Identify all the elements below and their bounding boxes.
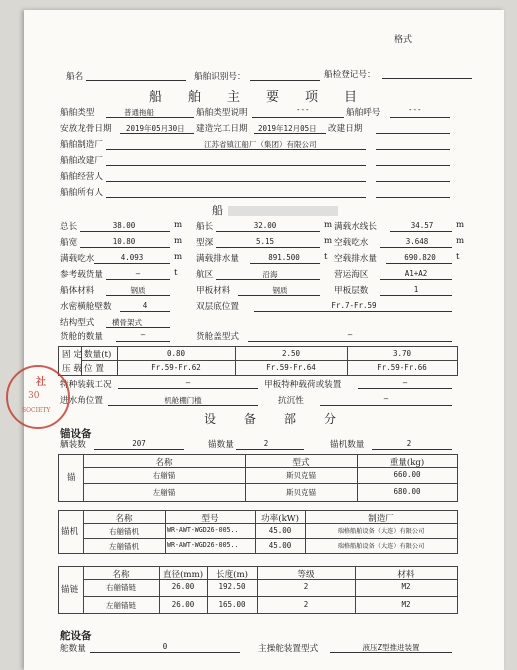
- reg-no-label: 船检登记号：: [324, 70, 376, 80]
- ref-cargo-line: [106, 279, 170, 280]
- lpp-label: 船长: [196, 222, 214, 232]
- outfit-line: [94, 449, 184, 450]
- stamp-text-left: 30: [28, 391, 40, 401]
- windlass-table: [58, 510, 458, 554]
- windlass-row2-model: WR-AWT-WGD26-005..: [167, 541, 239, 549]
- ref-cargo-unit: t: [174, 268, 178, 278]
- call-sign-label: 船舶呼号: [346, 108, 381, 118]
- holds-value: —: [140, 330, 146, 339]
- chain-count-line: [372, 449, 452, 450]
- full-draft-value: 4.093: [120, 253, 144, 262]
- deck-layers-label: 甲板层数: [334, 286, 369, 296]
- ballast-pos-1: Fr.59-Fr.62: [151, 363, 201, 372]
- rudder-count-line: [90, 652, 240, 653]
- ship-id-label: 船舶识别号：: [194, 72, 246, 82]
- chain-count-value: 2: [406, 439, 412, 448]
- ballast-pos-label: 位 置: [84, 364, 104, 374]
- rudder-count-label: 舵数量: [60, 644, 86, 654]
- anchor-row2-type: 斯贝克锚: [286, 488, 316, 497]
- rebuilder-line: [106, 165, 366, 166]
- keel-line: [120, 133, 194, 134]
- format-label: 格式: [394, 35, 413, 45]
- special-loading-line: [118, 388, 258, 389]
- obscured-area: [228, 206, 338, 216]
- bulkheads-line: [120, 311, 170, 312]
- completion-line: [254, 133, 326, 134]
- ballast-qty-label: 数量(t): [84, 350, 112, 360]
- main-title: 船舶主要项目: [149, 90, 384, 105]
- builder-line-2: [376, 149, 450, 150]
- ship-id-line: [250, 80, 320, 81]
- builder-label: 船舶制造厂: [60, 140, 103, 150]
- full-disp-line: [250, 263, 320, 264]
- windlass-row1-power: 45.00: [268, 526, 292, 535]
- chain-row2-dia: 26.00: [171, 600, 195, 609]
- type-value: 普通拖船: [124, 108, 154, 117]
- ballast-qty-3: 3.70: [392, 349, 412, 358]
- lwl-value: 34.57: [410, 221, 434, 230]
- anchor-header-type: 型式: [292, 458, 310, 468]
- full-disp-label: 满载排水量: [196, 254, 239, 264]
- lwl-unit: m: [456, 220, 465, 230]
- area-label: 航区: [196, 270, 214, 280]
- chain-header-mat: 材料: [397, 570, 415, 580]
- chain-row2-grade: 2: [303, 600, 309, 609]
- structure-value: 横骨架式: [112, 318, 142, 327]
- dims-heading: 船: [212, 204, 223, 217]
- light-draft-label: 空载吃水: [334, 238, 369, 248]
- ice-value: —: [383, 394, 389, 403]
- light-disp-unit: t: [456, 252, 460, 262]
- anchor-table: [58, 454, 458, 502]
- sea-area-label: 营运海区: [334, 270, 369, 280]
- depth-line: [216, 247, 320, 248]
- chain-row1-name: 右艏锚链: [106, 583, 136, 592]
- structure-label: 结构型式: [60, 318, 95, 328]
- chain-row1-grade: 2: [303, 582, 309, 591]
- anchor-header-name: 名称: [155, 458, 173, 468]
- completion-label: 建造完工日期: [196, 124, 248, 134]
- ice-line: [320, 405, 452, 406]
- windlass-header-name: 名称: [115, 514, 133, 524]
- lpp-line: [216, 231, 320, 232]
- chain-row1-dia: 26.00: [171, 582, 195, 591]
- special-loading-value: —: [185, 378, 191, 387]
- deck-mat-line: [238, 295, 320, 296]
- sea-area-value: A1+A2: [404, 269, 428, 278]
- special-loading-label: 特种装载工况: [60, 380, 112, 390]
- chain-row2-name: 左艏锚链: [106, 601, 136, 610]
- windlass-row1-model: WR-AWT-WGD26-005..: [167, 526, 239, 534]
- holds-label: 货舱的数量: [60, 332, 103, 342]
- completion-value: 2019年12月05日: [258, 124, 317, 133]
- anchor-side-label: 锚: [67, 473, 76, 483]
- deck-mat-label: 甲板材料: [196, 286, 231, 296]
- area-line: [216, 279, 320, 280]
- deck-layers-line: [380, 295, 452, 296]
- full-draft-label: 满载吃水: [60, 254, 95, 264]
- holds-line: [116, 341, 170, 342]
- windlass-row2-name: 左艏锚机: [109, 542, 139, 551]
- windlass-row2-power: 45.00: [268, 541, 292, 550]
- ballast-table: [58, 346, 458, 376]
- deck-mat-value: 钢质: [272, 286, 288, 295]
- loa-label: 总长: [60, 222, 78, 232]
- ballast-row1-label: 固 定: [62, 350, 82, 360]
- ballast-row2-label: 压 载: [62, 364, 82, 374]
- ship-name-label: 船名: [66, 72, 84, 82]
- chain-side-label: 锚链: [61, 585, 79, 595]
- ballast-pos-3: Fr.59-Fr.66: [377, 363, 427, 372]
- loa-value: 38.00: [112, 221, 136, 230]
- seal-stamp: [6, 365, 70, 429]
- breadth-unit: m: [174, 236, 183, 246]
- full-draft-unit: m: [174, 252, 183, 262]
- owner-label: 船舶所有人: [60, 188, 103, 198]
- rudder-count-value: 0: [162, 642, 168, 651]
- operator-line: [106, 181, 366, 182]
- anchor-row1-name: 右艏锚: [152, 471, 176, 480]
- chain-row2-mat: M2: [401, 600, 411, 609]
- rebuilder-line-2: [376, 165, 450, 166]
- loa-unit: m: [174, 220, 183, 230]
- light-disp-value: 690.820: [404, 253, 436, 262]
- ice-label: 抗沉性: [278, 396, 304, 406]
- anchor-row1-weight: 660.00: [393, 470, 421, 479]
- breadth-value: 10.80: [112, 237, 136, 246]
- anchor-row2-weight: 680.00: [393, 487, 421, 496]
- keel-label: 安放龙骨日期: [60, 124, 112, 134]
- hatch-value: —: [347, 330, 353, 339]
- full-disp-value: 891.500: [268, 253, 300, 262]
- steering-line: [330, 652, 452, 653]
- outfit-label: 舾装数: [60, 440, 86, 450]
- chain-row1-len: 192.50: [218, 582, 246, 591]
- anchor-count-label: 锚数量: [208, 440, 234, 450]
- depth-label: 型深: [196, 238, 214, 248]
- windlass-header-maker: 制造厂: [368, 514, 394, 524]
- light-draft-unit: m: [456, 236, 465, 246]
- deck-special-line: [358, 388, 452, 389]
- modify-line: [376, 133, 450, 134]
- double-bottom-value: Fr.7-Fr.59: [331, 301, 377, 310]
- rebuilder-label: 船舶改建厂: [60, 156, 103, 166]
- type-label: 船舶类型: [60, 108, 95, 118]
- call-sign-line: [390, 117, 450, 118]
- ref-cargo-value: —: [135, 269, 141, 278]
- flood-angle-line: [108, 405, 258, 406]
- lpp-unit: m: [324, 220, 333, 230]
- lpp-value: 32.00: [253, 221, 277, 230]
- area-value: 沿海: [262, 270, 278, 279]
- type-desc-label: 船舶类型说明: [196, 108, 248, 118]
- depth-unit: m: [324, 236, 333, 246]
- owner-line: [106, 197, 366, 198]
- breadth-line: [80, 247, 170, 248]
- type-desc-line: [252, 117, 344, 118]
- stamp-text-bottom: SOCIETY: [22, 407, 51, 414]
- type-line: [106, 117, 194, 118]
- hull-mat-line: [106, 295, 170, 296]
- certificate-page: [24, 10, 504, 660]
- outfit-value: 207: [132, 439, 146, 448]
- sea-area-line: [380, 279, 452, 280]
- hatch-label: 货舱盖型式: [196, 332, 239, 342]
- reg-no-line: [382, 78, 472, 79]
- breadth-label: 船宽: [60, 238, 78, 248]
- windlass-row1-maker: 瑞格船舶设备（大连）有限公司: [337, 528, 425, 535]
- chain-header-grade: 等级: [297, 570, 315, 580]
- hatch-line: [248, 341, 452, 342]
- bulkheads-value: 4: [142, 301, 148, 310]
- double-bottom-line: [254, 311, 452, 312]
- call-sign-value: ---: [408, 105, 422, 114]
- anchor-heading: 锚设备: [60, 428, 92, 440]
- flood-angle-label: 进水角位置: [60, 396, 103, 406]
- modify-label: 改建日期: [328, 124, 363, 134]
- windlass-header-power: 功率(kW): [261, 514, 299, 524]
- windlass-row2-maker: 瑞格船舶设备（大连）有限公司: [337, 543, 425, 550]
- type-desc-value: ---: [296, 105, 310, 114]
- stamp-text-top: 社: [36, 377, 46, 388]
- depth-value: 5.15: [255, 237, 275, 246]
- keel-value: 2019年05月30日: [126, 124, 185, 133]
- anchor-row1-type: 斯贝克锚: [286, 471, 316, 480]
- deck-special-value: —: [402, 378, 408, 387]
- equip-title: 设备部分: [204, 412, 365, 426]
- chain-row2-len: 165.00: [218, 600, 246, 609]
- full-disp-unit: t: [324, 252, 328, 262]
- deck-layers-value: 1: [413, 285, 419, 294]
- builder-line: [106, 149, 366, 150]
- hull-mat-label: 船体材料: [60, 286, 95, 296]
- chain-row1-mat: M2: [401, 582, 411, 591]
- ballast-qty-2: 2.50: [281, 349, 301, 358]
- lwl-line: [390, 231, 452, 232]
- chain-table: [58, 566, 458, 614]
- lwl-label: 满载水线长: [334, 222, 377, 232]
- bulkheads-label: 水密横舱壁数: [60, 302, 112, 312]
- chain-table-row-rule-2: [83, 596, 457, 597]
- windlass-side-label: 锚机: [61, 527, 79, 537]
- steering-label: 主操舵装置型式: [258, 644, 319, 654]
- chain-count-label: 锚机数量: [330, 440, 365, 450]
- ballast-qty-1: 0.80: [166, 349, 186, 358]
- ballast-pos-2: Fr.59-Fr.64: [266, 363, 316, 372]
- operator-line-2: [376, 181, 450, 182]
- builder-value: 江苏省镇江船厂（集团）有限公司: [204, 140, 317, 149]
- anchor-count-line: [236, 449, 304, 450]
- structure-line: [106, 327, 170, 328]
- windlass-row1-name: 右艏锚机: [109, 527, 139, 536]
- light-disp-label: 空载排水量: [334, 254, 377, 264]
- chain-header-dia: 直径(mm): [162, 570, 204, 580]
- light-draft-value: 3.648: [405, 237, 429, 246]
- anchor-table-row-rule-2: [83, 483, 457, 484]
- hull-mat-value: 钢质: [130, 286, 146, 295]
- loa-line: [80, 231, 170, 232]
- flood-angle-value: 机舱棚门槛: [164, 396, 202, 405]
- double-bottom-label: 双层底位置: [196, 302, 239, 312]
- ref-cargo-label: 参考载货量: [60, 270, 103, 280]
- owner-line-2: [376, 197, 450, 198]
- chain-header-name: 名称: [112, 570, 130, 580]
- deck-special-label: 甲板特种载荷或装置: [264, 380, 342, 390]
- full-draft-line: [94, 263, 170, 264]
- ballast-table-row-rule: [81, 360, 457, 361]
- anchor-header-weight: 重量(kg): [389, 458, 425, 468]
- anchor-row2-name: 左艏锚: [152, 488, 176, 497]
- rudder-heading: 舵设备: [60, 630, 92, 642]
- steering-value: 液压Z型推进装置: [362, 643, 420, 652]
- ship-name-line: [86, 80, 186, 81]
- light-disp-line: [386, 263, 452, 264]
- windlass-header-model: 型号: [201, 514, 219, 524]
- document-sheet: [24, 10, 504, 670]
- windlass-table-row-rule-2: [83, 538, 457, 539]
- anchor-count-value: 2: [263, 439, 269, 448]
- chain-header-len: 长度(m): [215, 570, 249, 580]
- light-draft-line: [380, 247, 452, 248]
- operator-label: 船舶经营人: [60, 172, 103, 182]
